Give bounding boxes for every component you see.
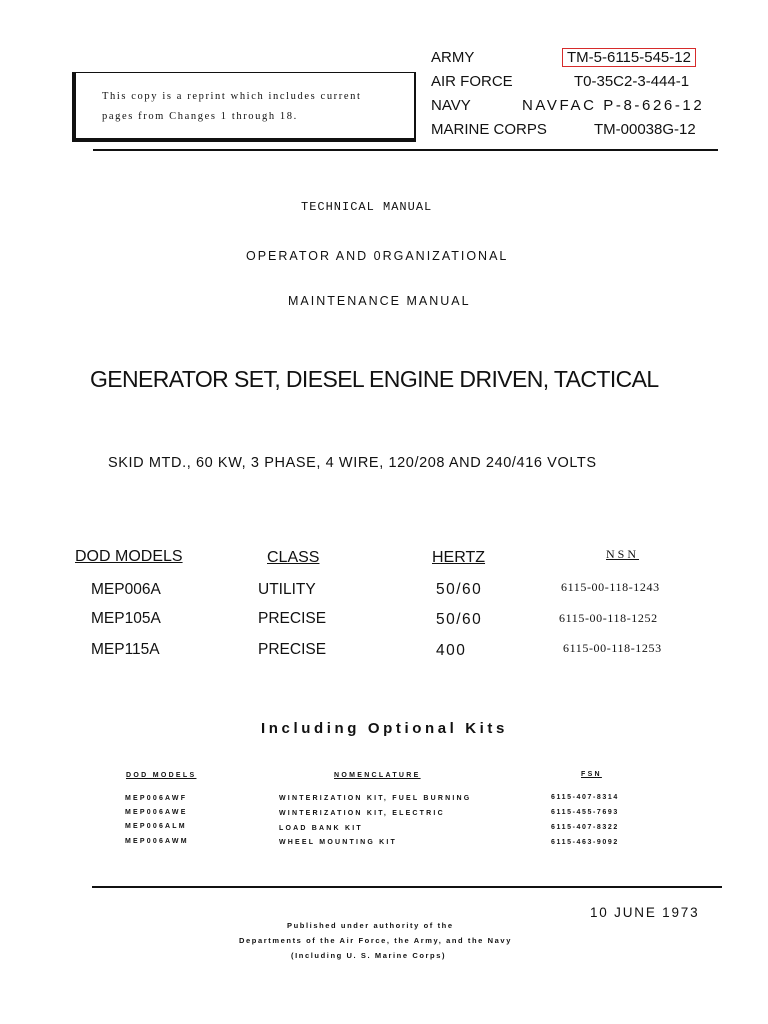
authority-line-3: (Including U. S. Marine Corps) [291,951,447,960]
kit-cell-fsn: 6115-463-9092 [551,839,619,846]
footer-divider [92,886,722,888]
operator-heading: OPERATOR AND 0RGANIZATIONAL [246,249,509,263]
kit-col-header-dod-models: DOD MODELS [126,772,197,779]
designation-marines-label: MARINE CORPS [431,121,547,138]
kit-cell-fsn: 6115-407-8322 [551,824,619,831]
col-header-hertz: HERTZ [432,549,486,566]
reprint-notice-box [72,72,416,142]
kit-cell-model: MEP006ALM [125,823,187,830]
table-cell-nsn: 6115-00-118-1253 [563,641,662,655]
kit-col-header-fsn: FSN [581,771,602,778]
kit-cell-fsn: 6115-455-7693 [551,809,619,816]
table-cell-hertz: 400 [436,642,467,659]
technical-manual-heading: TECHNICAL MANUAL [301,200,433,214]
reprint-notice-line-2: pages from Changes 1 through 18. [102,111,298,122]
kit-cell-nomenclature: WINTERIZATION KIT, FUEL BURNING [279,795,472,802]
kit-col-header-nomenclature: NOMENCLATURE [334,772,421,779]
kit-cell-model: MEP006AWE [125,809,188,816]
header-divider [93,149,718,151]
kit-cell-nomenclature: LOAD BANK KIT [279,825,363,832]
table-cell-class: PRECISE [258,610,327,627]
tm-number-highlight: TM-5-6115-545-12 [562,48,696,67]
col-header-dod-models: DOD MODELS [75,548,183,565]
maintenance-heading: MAINTENANCE MANUAL [288,294,471,308]
optional-kits-heading: Including Optional Kits [261,720,508,737]
designation-marines-number: TM-00038G-12 [594,121,696,138]
publication-date: 10 JUNE 1973 [590,905,700,920]
page-subtitle: SKID MTD., 60 KW, 3 PHASE, 4 WIRE, 120/208 AND 240/416 VOLTS [108,455,597,471]
table-cell-hertz: 50/60 [436,611,483,628]
designation-navy-label: NAVY [431,97,471,114]
designation-navy-number: NAVFAC P-8-626-12 [522,97,705,114]
authority-line-2: Departments of the Air Force, the Army, and the Navy [239,936,512,945]
designation-army-label: ARMY [431,49,475,66]
designation-airforce-number: T0-35C2-3-444-1 [574,73,690,90]
table-cell-nsn: 6115-00-118-1243 [561,580,660,594]
designation-airforce-label: AIR FORCE [431,73,513,90]
table-cell-nsn: 6115-00-118-1252 [559,611,658,625]
col-header-class: CLASS [267,549,320,566]
table-cell-model: MEP006A [91,581,161,598]
table-cell-class: UTILITY [258,581,316,598]
kit-cell-model: MEP006AWF [125,795,188,802]
table-cell-class: PRECISE [258,641,327,658]
kit-cell-fsn: 6115-407-8314 [551,794,619,801]
page-title: GENERATOR SET, DIESEL ENGINE DRIVEN, TACTICAL [90,366,659,392]
kit-cell-nomenclature: WINTERIZATION KIT, ELECTRIC [279,810,445,817]
kit-cell-nomenclature: WHEEL MOUNTING KIT [279,839,398,846]
reprint-notice-line-1: This copy is a reprint which includes current [102,91,362,102]
table-cell-model: MEP105A [91,610,161,627]
col-header-nsn: NSN [606,547,640,561]
designation-army-number [562,49,696,66]
table-cell-hertz: 50/60 [436,581,483,598]
authority-line-1: Published under authority of the [287,921,454,930]
table-cell-model: MEP115A [91,641,160,658]
kit-cell-model: MEP006AWM [125,838,189,845]
